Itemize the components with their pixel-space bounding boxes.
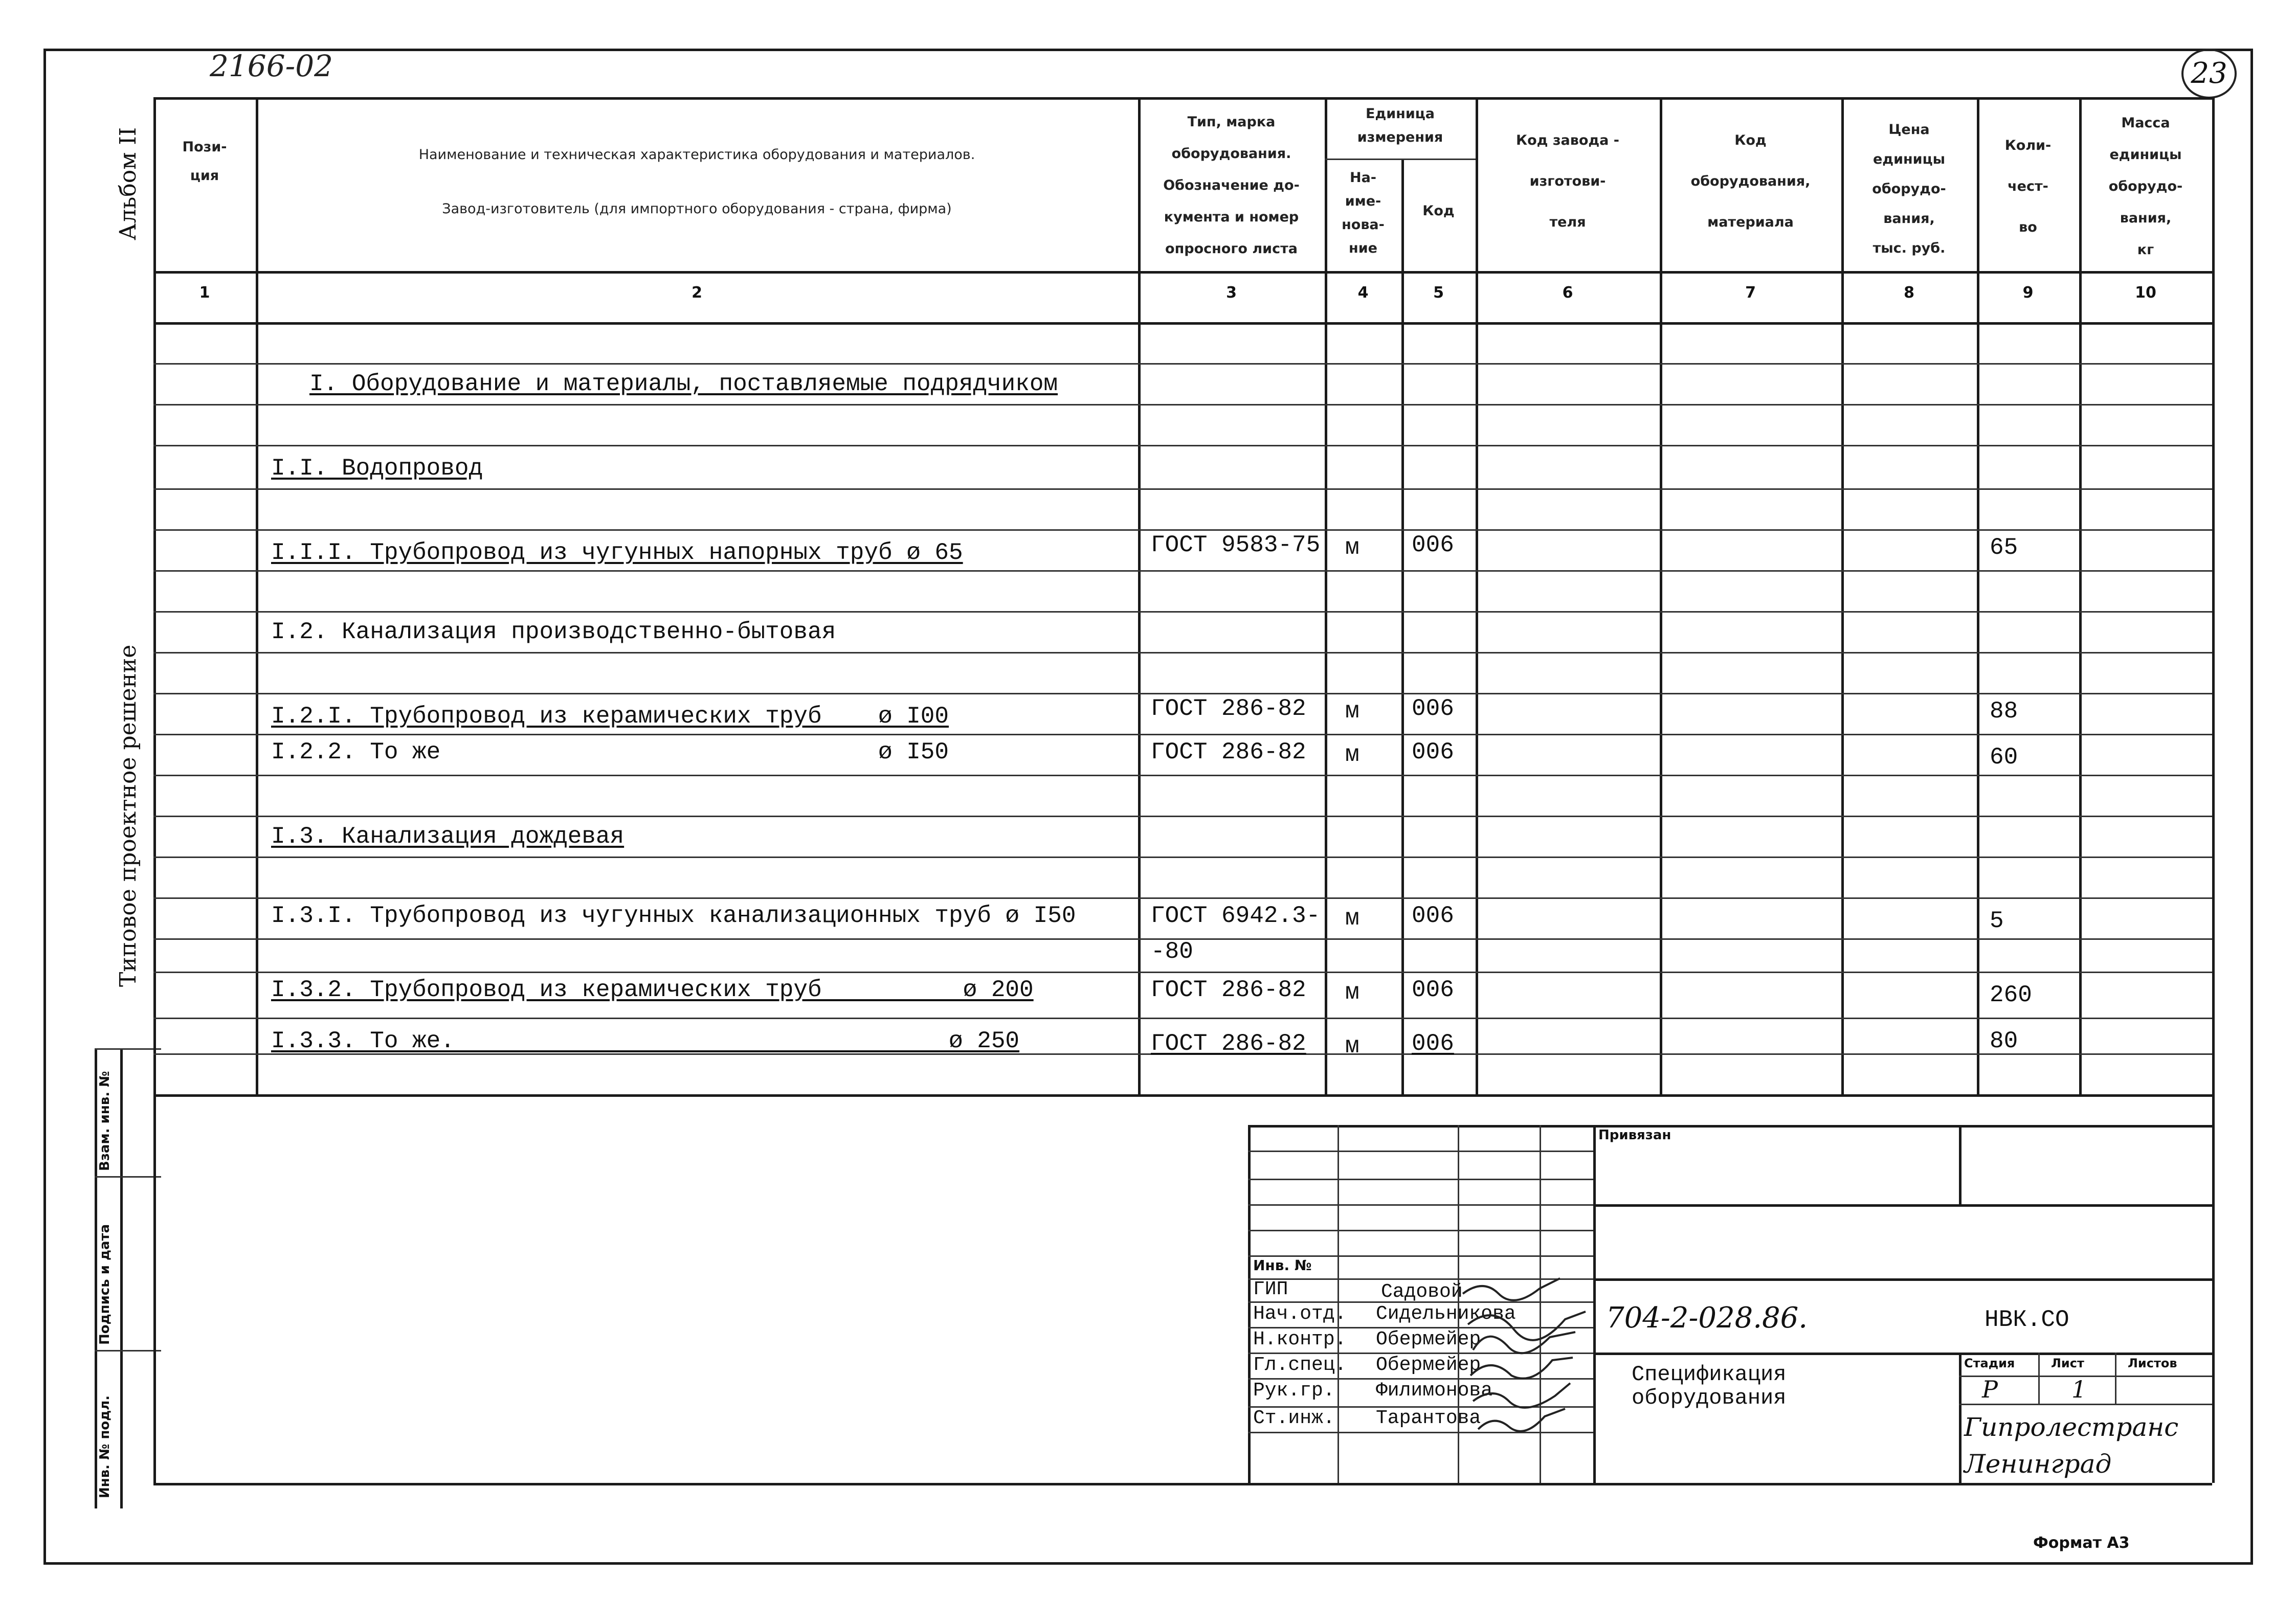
col-num-10: 10: [2135, 284, 2156, 302]
album-label: Альбом II: [115, 127, 141, 240]
row-unit: м: [1345, 741, 1359, 768]
row-doc: ГОСТ 9583-75: [1151, 532, 1321, 558]
col-num-1: 1: [199, 284, 210, 302]
table-row: I.2.I. Трубопровод из керамических труб ø I00: [271, 703, 949, 730]
unit-group-header: Единица измерения: [1357, 106, 1443, 145]
col3-header: Тип, марка оборудования. Обозначение до- кумента и номер опросного листа: [1163, 114, 1300, 257]
stamp-role-stinzh: Ст.инж.: [1253, 1407, 1335, 1429]
margin-stamp-replace: Взам. инв. №: [97, 1071, 113, 1171]
table-row: I.3.3. То же. ø 250: [271, 1028, 1020, 1054]
table-row: I.I.I. Трубопровод из чугунных напорных труб ø 65: [271, 539, 963, 566]
row-qty: 5: [1990, 908, 2004, 934]
row-code: 006: [1412, 532, 1454, 558]
col7-header: Код оборудования, материала: [1690, 132, 1811, 230]
row-doc: ГОСТ 286-82: [1151, 977, 1306, 1003]
signature-stroke: [1463, 1278, 1560, 1300]
page-number: 23: [2191, 57, 2227, 90]
col-num-9: 9: [2022, 284, 2034, 302]
col5-header: Код: [1422, 203, 1455, 219]
col4-header: На- име- нова- ние: [1342, 170, 1385, 256]
signature-stroke: [1470, 1358, 1573, 1379]
row-doc: ГОСТ 286-82: [1151, 739, 1306, 765]
row-unit: м: [1345, 698, 1359, 725]
row-doc: ГОСТ 6942.3-: [1151, 903, 1321, 929]
row-unit: м: [1345, 979, 1359, 1006]
row-code: 006: [1412, 695, 1454, 722]
stamp-role-nkontr: Н.контр.: [1253, 1328, 1347, 1350]
col9-header: Коли- чест- во: [2004, 138, 2052, 235]
stamp-role-gip: ГИП: [1253, 1278, 1288, 1300]
subsection-heading: I.2. Канализация производственно-бытовая: [271, 619, 836, 645]
table-row: I.2.2. То же ø I50: [271, 739, 949, 765]
series-label: Типовое проектное решение: [115, 644, 141, 987]
col8-header: Цена единицы оборудо- вания, тыс. руб.: [1872, 122, 1946, 256]
signatures: [1458, 1273, 1601, 1442]
stage-label: Стадия: [1964, 1356, 2015, 1370]
row-unit: м: [1345, 905, 1359, 932]
stamp-role-nach: Нач.отд.: [1253, 1303, 1347, 1325]
row-unit: м: [1345, 1033, 1359, 1060]
col-num-3: 3: [1226, 284, 1237, 302]
sheet-value: 1: [2071, 1376, 2087, 1403]
col-num-6: 6: [1562, 284, 1573, 302]
doc-title: Спецификация оборудования: [1632, 1362, 1787, 1410]
col10-header: Масса единицы оборудо- вания, кг: [2108, 115, 2183, 258]
row-code: 006: [1412, 739, 1454, 765]
org-name: Гипролестранс Ленинград: [1964, 1412, 2179, 1479]
section-heading: I. Оборудование и материалы, поставляемые подрядчиком: [309, 371, 1058, 397]
row-qty: 60: [1990, 744, 2018, 771]
stamp-role-rukgr: Рук.гр.: [1253, 1380, 1335, 1402]
subsection-heading: I.I. Водопровод: [271, 455, 483, 482]
table-row: I.3.2. Трубопровод из керамических труб ø 200: [271, 977, 1034, 1003]
signature-stroke: [1473, 1383, 1570, 1408]
signature-stroke: [1478, 1409, 1565, 1431]
stamp-name-stinzh: Тарантова: [1376, 1407, 1481, 1429]
row-qty: 260: [1990, 982, 2032, 1008]
col6-header: Код завода - изготови- теля: [1516, 132, 1619, 230]
stamp-name-glspec: Обермейер: [1376, 1354, 1481, 1376]
col-num-2: 2: [692, 284, 702, 302]
col-num-7: 7: [1745, 284, 1756, 302]
subsection-heading: I.3. Канализация дождевая: [271, 823, 625, 850]
stamp-name-gip: Садовой: [1381, 1281, 1463, 1303]
doc-mark: НВК.СО: [1985, 1306, 2069, 1333]
col-num-5: 5: [1433, 284, 1444, 302]
sheet-label: Лист: [2051, 1356, 2084, 1370]
row-code: 006: [1412, 1030, 1454, 1057]
row-doc: ГОСТ 286-82: [1151, 1030, 1306, 1057]
row-qty: 65: [1990, 534, 2018, 561]
document-number: 2166-02: [210, 49, 333, 83]
stage-value: Р: [1982, 1376, 1998, 1403]
col-num-8: 8: [1904, 284, 1914, 302]
row-qty: 80: [1990, 1028, 2018, 1054]
stamp-role-glspec: Гл.спец.: [1253, 1354, 1347, 1376]
row-qty: 88: [1990, 698, 2018, 725]
table-row: I.3.I. Трубопровод из чугунных канализационных труб ø I50: [271, 903, 1076, 929]
privyazan-label: Привязан: [1598, 1128, 1671, 1143]
row-doc-cont: -80: [1151, 938, 1193, 965]
margin-stamp-inv: Инв. № подл.: [97, 1395, 113, 1498]
format-label: Формат А3: [2033, 1534, 2130, 1552]
stamp-name-nach: Сидельникова: [1376, 1303, 1516, 1325]
page-number-badge: [2181, 49, 2237, 99]
margin-stamp-signature: Подпись и дата: [97, 1224, 113, 1345]
inv-label: Инв. №: [1253, 1257, 1312, 1274]
col1-header: Пози- ция: [182, 139, 227, 184]
stamp-name-nkontr: Обермейер: [1376, 1328, 1481, 1350]
signature-stroke: [1468, 1312, 1586, 1340]
row-code: 006: [1412, 977, 1454, 1003]
doc-code: 704-2-028.86.: [1606, 1301, 1808, 1335]
row-code: 006: [1412, 903, 1454, 929]
sheets-label: Листов: [2128, 1356, 2177, 1370]
signature-stroke: [1473, 1332, 1575, 1353]
stamp-name-rukgr: Филимонова: [1376, 1380, 1493, 1402]
row-doc: ГОСТ 286-82: [1151, 695, 1306, 722]
col-num-4: 4: [1357, 284, 1369, 302]
col2-header: Наименование и техническая характеристика оборудования и материалов. Завод-изготовитель (для импортного оборудования - страна, фирма): [418, 147, 975, 217]
row-unit: м: [1345, 534, 1359, 561]
